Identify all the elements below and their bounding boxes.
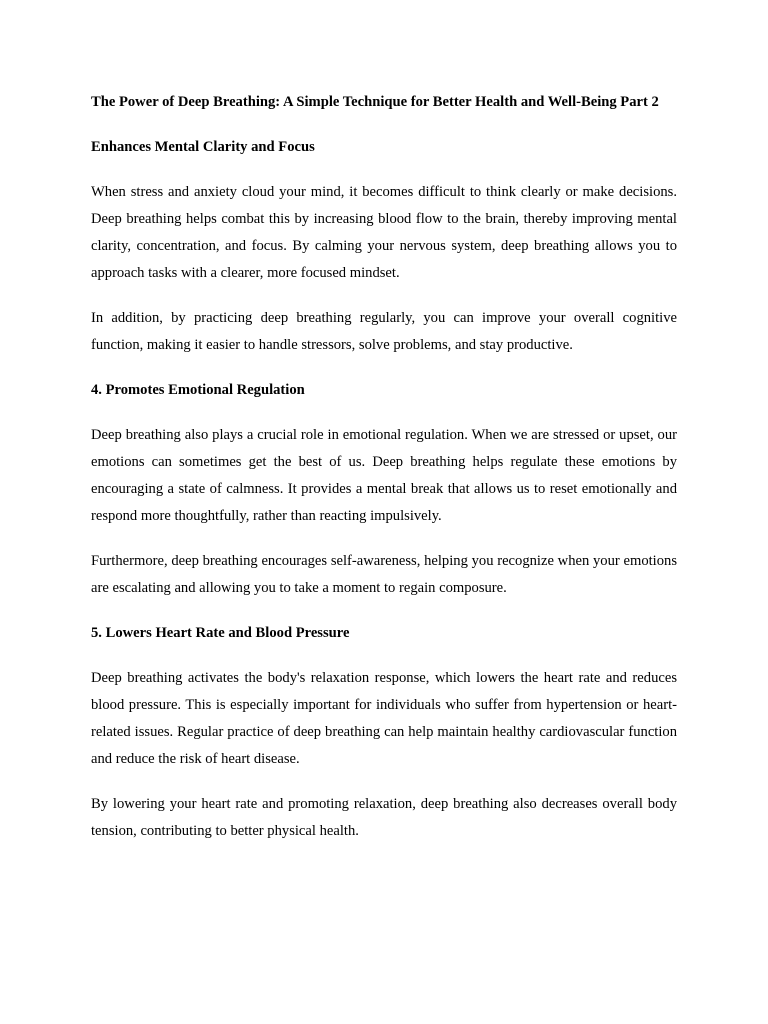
section-heading-emotional-regulation: 4. Promotes Emotional Regulation <box>91 382 305 398</box>
paragraph: Furthermore, deep breathing encourages self-awareness, helping you recognize when your emotions are escalating and allowing you to take a moment to regain composure. <box>91 553 677 596</box>
paragraph: Deep breathing also plays a crucial role in emotional regulation. When we are stressed or upset, our emotions can sometimes get the best of us. Deep breathing helps regulate these emotions by encouraging a state of calmness. It provides a mental break that allows us to reset emotionally and respond more thoughtfully, rather than reacting impulsively. <box>91 427 677 524</box>
paragraph: Deep breathing activates the body's relaxation response, which lowers the heart rate and reduces blood pressure. This is especially important for individuals who suffer from hypertension or heart-related issues. Regular practice of deep breathing can help maintain healthy cardiovascular function and reduce the risk of heart disease. <box>91 670 677 767</box>
document-title: The Power of Deep Breathing: A Simple Technique for Better Health and Well-Being Part 2 <box>91 94 659 110</box>
paragraph: When stress and anxiety cloud your mind, it becomes difficult to think clearly or make decisions. Deep breathing helps combat this by increasing blood flow to the brain, thereby improving mental clarity, concentration, and focus. By calming your nervous system, deep breathing allows you to approach tasks with a clearer, more focused mindset. <box>91 184 677 281</box>
section-heading-heart-rate: 5. Lowers Heart Rate and Blood Pressure <box>91 625 350 641</box>
paragraph: By lowering your heart rate and promoting relaxation, deep breathing also decreases overall body tension, contributing to better physical health. <box>91 796 677 839</box>
paragraph: In addition, by practicing deep breathing regularly, you can improve your overall cognitive function, making it easier to handle stressors, solve problems, and stay productive. <box>91 310 677 353</box>
section-heading-mental-clarity: Enhances Mental Clarity and Focus <box>91 139 315 155</box>
document-body <box>91 89 677 863</box>
